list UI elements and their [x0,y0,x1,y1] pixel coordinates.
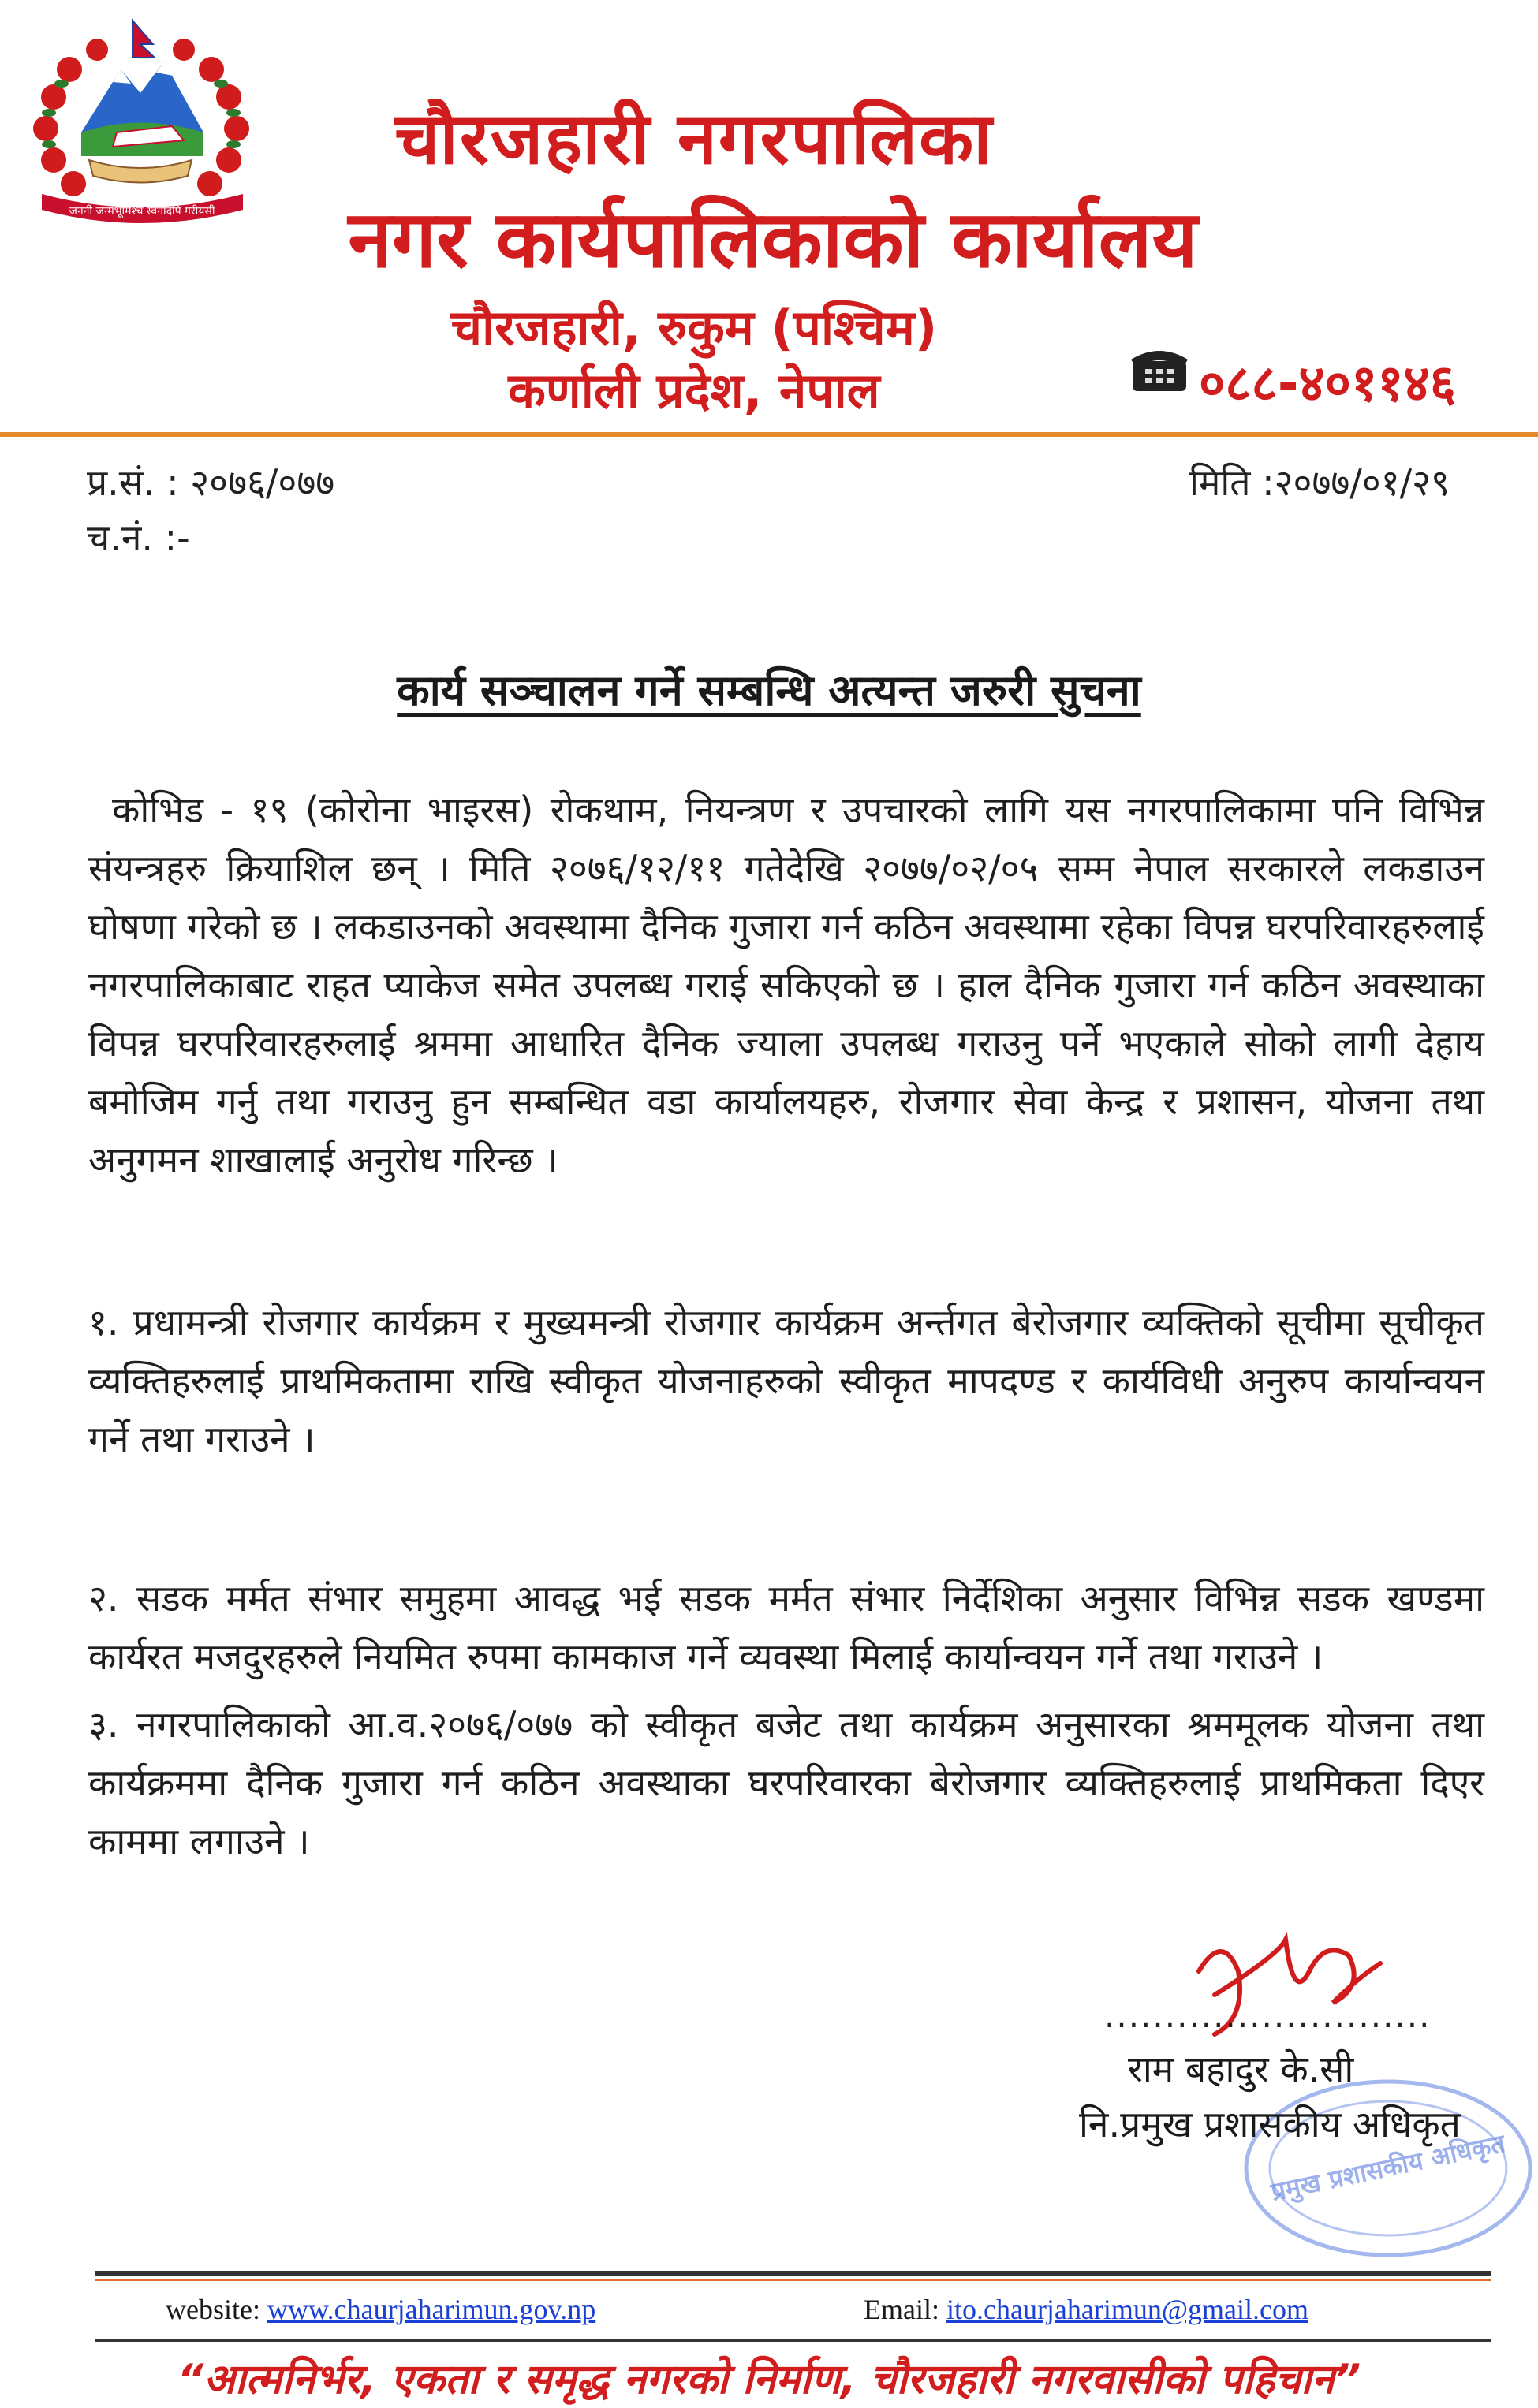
header-divider [0,432,1538,437]
office-title: नगर कार्यपालिकाको कार्यालय [348,193,1198,285]
notice-subject: कार्य सञ्चालन गर्ने सम्बन्धि अत्यन्त जरुरी सुचना [397,665,1141,715]
address-line-2: कर्णाली प्रदेश, नेपाल [508,362,880,419]
emblem-motto: जननी जन्मभूमिश्च स्वर्गादपि गरीयसी [69,205,215,218]
dispatch-number: च.नं. :- [87,516,190,559]
telephone-icon [1128,344,1191,394]
website-label: website: [166,2294,260,2325]
email-label: Email: [864,2294,939,2325]
stamp-text: प्रमुख प्रशासकीय अधिकृत [1267,2128,1508,2208]
website-link[interactable]: www.chaurjaharimun.gov.np [267,2294,596,2325]
reference-number: प्र.सं. : २०७६/०७७ [87,461,335,504]
email-link[interactable]: ito.chaurjaharimun@gmail.com [946,2294,1309,2325]
nepal-emblem-icon [14,14,282,235]
address-line-1: चौरजहारी, रुकुम (पश्चिम) [450,299,938,356]
body-item-1: १. प्रधामन्त्री रोजगार कार्यक्रम र मुख्यमन्त्री रोजगार कार्यक्रम अर्न्तगत बेरोजगार व्यक्तिको सूचीमा सूचीकृत व्यक्तिहरुलाई प्राथमिकतामा राखि स्वीकृत योजनाहरुको स्वीकृत मापदण्ड र कार्यविधी अनुरुप कार्यान्वयन गर्ने तथा गराउने । [88,1301,1484,1460]
signatory-name: राम बहादुर के.सी [1128,2048,1354,2090]
body-item-3: ३. नगरपालिकाको आ.व.२०७६/०७७ को स्वीकृत बजेट तथा कार्यक्रम अनुसारका श्रममूलक योजना तथा कार्यक्रममा दैनिक गुजारा गर्न कठिन अवस्थाका घरपरिवारका बेरोजगार व्यक्तिहरुलाई प्राथमिकता दिएर काममा लगाउने । [88,1703,1484,1862]
org-name: चौरजहारी नगरपालिका [394,98,994,181]
footer-divider-accent [95,2279,1491,2281]
footer-email [864,2293,1308,2326]
footer-website [166,2293,595,2326]
footer-divider-bottom [95,2339,1491,2342]
footer-slogan: “आत्मनिर्भर, एकता र समृद्ध नगरको निर्माण, चौरजहारी नगरवासीको पहिचान” [177,2356,1361,2403]
phone-number: ०८८-४०११४६ [1199,355,1457,413]
body-item-2: २. सडक मर्मत संभार समुहमा आवद्ध भई सडक मर्मत संभार निर्देशिका अनुसार विभिन्न सडक खण्डमा कार्यरत मजदुरहरुले नियमित रुपमा कामकाज गर्ने व्यवस्था मिलाई कार्यान्वयन गर्ने तथा गराउने । [88,1577,1484,1678]
footer-divider [95,2271,1491,2276]
body-intro-paragraph: कोभिड - १९ (कोरोना भाइरस) रोकथाम, नियन्त्रण र उपचारको लागि यस नगरपालिकामा पनि विभिन्न संयन्त्रहरु क्रियाशिल छन् । मिति २०७६/१२/११ गतेदेखि २०७७/०२/०५ सम्म नेपाल सरकारले लकडाउन घोषणा गरेको छ । लकडाउनको अवस्थामा दैनिक गुजारा गर्न कठिन अवस्थामा रहेका विपन्न घरपरिवारहरुलाई नगरपालिकाबाट राहत प्याकेज समेत उपलब्ध गराई सकिएको छ । हाल दैनिक गुजारा गर्न कठिन अवस्थाका विपन्न घरपरिवारहरुलाई श्रममा आधारित दैनिक ज्याला उपलब्ध गराउनु पर्ने भएकाले सोको लागी देहाय बमोजिम गर्नु तथा गराउनु हुन सम्बन्धित वडा कार्यालयहरु, रोजगार सेवा केन्द्र र प्रशासन, योजना तथा अनुगमन शाखालाई अनुरोध गरिन्छ । [88,788,1484,1181]
signature-line: ........................... [1104,1996,1432,2035]
signatory-title: नि.प्रमुख प्रशासकीय अधिकृत [1079,2103,1461,2145]
letter-date: मिति :२०७७/०१/२९ [1189,461,1450,504]
